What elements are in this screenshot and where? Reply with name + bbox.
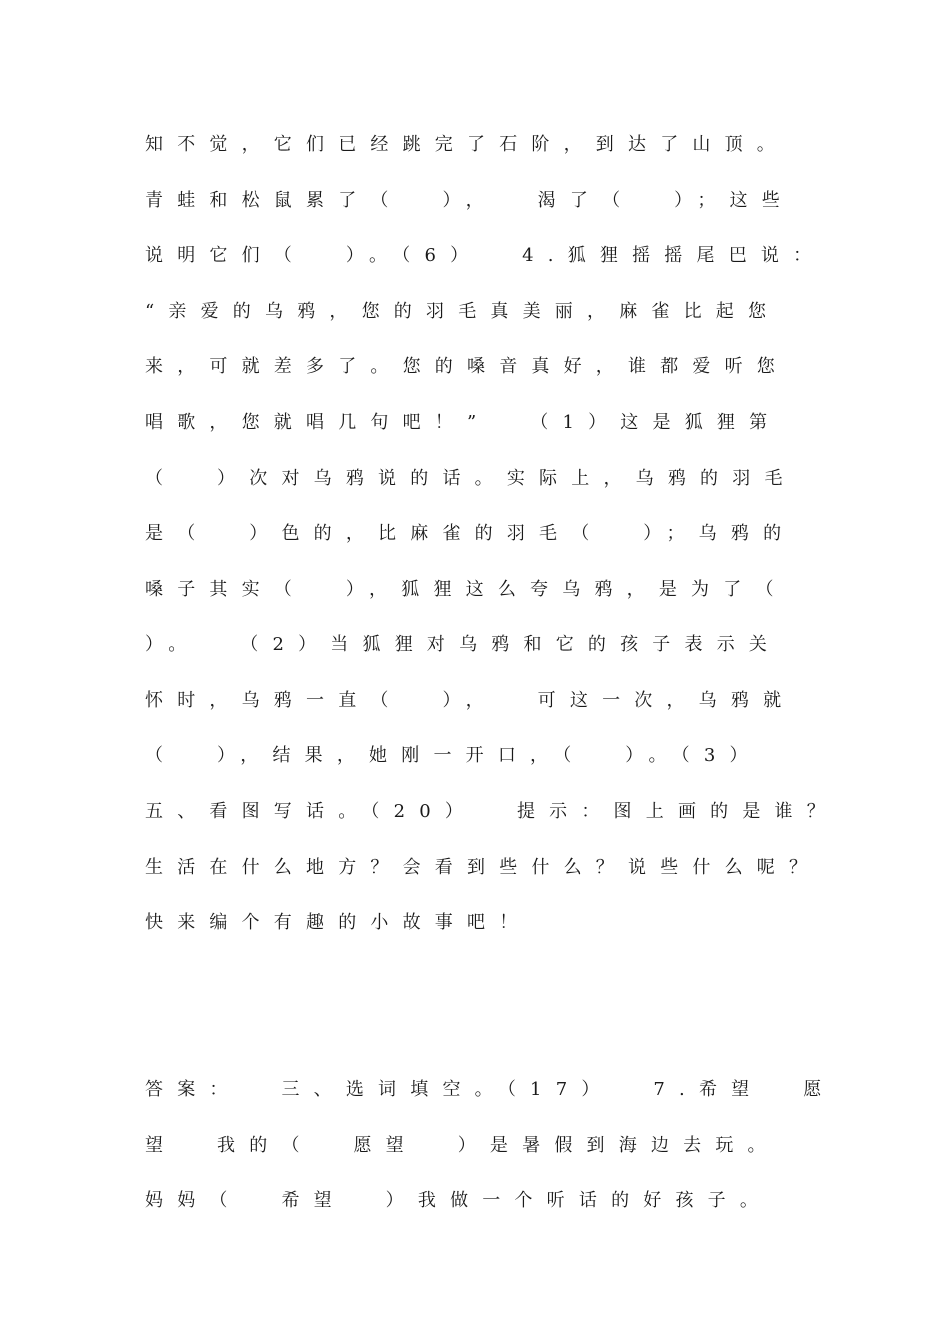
- answer-line: 答案： 三、选词填空。（17） 7.希望 愿: [145, 1079, 836, 1100]
- text-line: ）。 （2）当狐狸对乌鸦和它的孩子表示关: [145, 634, 782, 655]
- text-line: “亲爱的乌鸦，您的羽毛真美丽，麻雀比起您: [145, 301, 781, 322]
- text-line: 青蛙和松鼠累了（ ）， 渴了（ ）；这些: [145, 190, 794, 211]
- answer-line: 望 我的（ 愿望 ）是暑假到海边去玩。: [145, 1135, 780, 1156]
- text-line: （ ），结果，她刚一开口，（ ）。（3）: [145, 745, 762, 766]
- answer-line: 妈妈（ 希望 ）我做一个听话的好孩子。: [145, 1190, 773, 1211]
- text-line: 唱歌，您就唱几句吧！” （1）这是狐狸第: [145, 412, 782, 433]
- text-line: 是（ ）色的，比麻雀的羽毛（ ）；乌鸦的: [145, 523, 796, 544]
- text-line: 来，可就差多了。您的嗓音真好，谁都爱听您: [145, 356, 789, 377]
- text-line: 说明它们（ ）。（6） 4.狐狸摇摇尾巴说：: [145, 245, 826, 266]
- text-line: 怀时，乌鸦一直（ ）， 可这一次，乌鸦就: [145, 690, 796, 711]
- text-line: 快来编个有趣的小故事吧！: [145, 912, 532, 933]
- text-line: 生活在什么地方？会看到些什么？说些什么呢？: [145, 857, 822, 878]
- text-line: 知不觉，它们已经跳完了石阶，到达了山顶。: [145, 134, 789, 155]
- text-line: 五、看图写话。（20） 提示：图上画的是谁？: [145, 801, 839, 822]
- text-line: 嗓子其实（ ），狐狸这么夸乌鸦，是为了（: [145, 579, 788, 600]
- text-line: （ ）次对乌鸦说的话。实际上，乌鸦的羽毛: [145, 468, 797, 489]
